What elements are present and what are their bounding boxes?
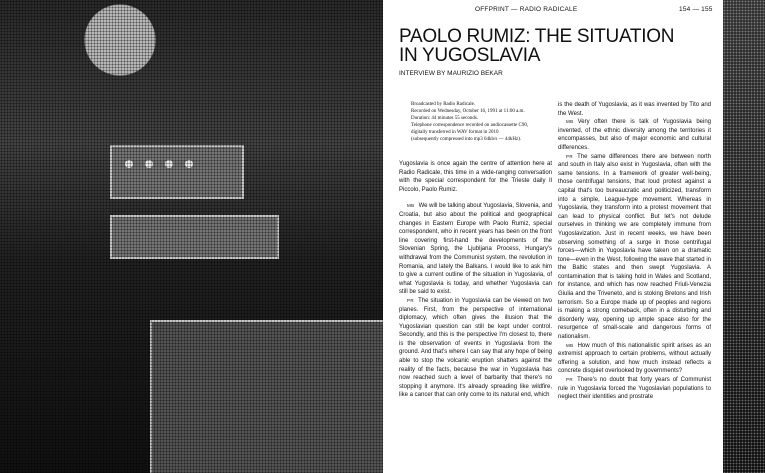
broadcast-metadata: Broadcasted by Radio Radicale. Recorded on Wednesday, October 16, 1991 at 11:00 a.m. Duration: 44 minutes 55 seconds. Telephone correspondence recorded on audiocassette C90, digitally transferred in WAV format in 2010 (subsequently compressed into mp3 64kb/s — 44kHz). <box>411 102 529 142</box>
paragraph: MB How much of this nationalistic spirit arises as an extremist approach to certain problems, without actually offering a solution, and how much instead reflects a concrete disquiet overlooked by governments? <box>558 342 711 375</box>
paragraph: PR There's no doubt that forty years of Communist rule in Yugoslavia forced the Yugoslavian populations to neglect their identities and prostrate <box>558 377 711 401</box>
paragraph: PR The situation in Yugoslavia can be viewed on two planes. First, from the perspective of international diplomacy, which often gives the illusion that the Yugoslavian question can still be kept under control. Secondly, and this is the perspective I'm closest to, there is the observation of events in Yugoslavia from the ground. And that's where I can say that any hope of being able to stop the volcanic eruption shatters against the reality of the facts, because the war in Yugoslavia has now reached such a level of barbarity that there's no stopping it anymore. It's already spreading like wildfire, like a cancer that can only come to its natural end, which <box>399 297 552 399</box>
article-title: PAOLO RUMIZ: THE SITUATION IN YUGOSLAVIA <box>399 26 675 66</box>
running-header: OFFPRINT — RADIO RADICALE <box>475 6 578 13</box>
page-numbers: 154 — 155 <box>679 6 713 13</box>
photo-edge <box>723 0 765 473</box>
article-column-right <box>558 101 711 402</box>
paragraph: MB Very often there is talk of Yugoslavia being invented, of the ethnic diversity among the territories it encompasses, but also of major economic and cultural differences. <box>558 119 711 151</box>
paragraph: PR The same differences there are between north and south in Italy also exist in Yugoslavia, often with the same tensions. In a framework of greater well-being, those centrifugal tensions, that loud protest against a capital that's too bureaucratic and politicized, transform into a simple, League-type movement. Whereas in Yugoslavia, they transform into a protest movement that can lead to physical conflict. But let's not delude ourselves in thinking we are completely immune from Yugoslavization. Just in recent weeks, we have been observing something of a surge in those centrifugal forces—which in Yugoslavia have taken on a dramatic tone—even in the West, following the wave that started in the Baltic states and then swept Yugoslavia. A contamination that is taking hold in Wales and Scotland, for instance, and which has now reached Friuli-Venezia Giulia and the Triveneto, and is stoking Bretons and Irish terrorism. So a Europe made up of peoples and regions is making a strong comeback, often in a disturbing and disorderly way, opening up ample space also for the resurgence of small-scale and dangerous forms of nationalism. <box>558 153 711 341</box>
article-column-left <box>399 160 552 400</box>
intro-paragraph: Yugoslavia is once again the centre of attention here at Radio Radicale, this time in a wide-ranging conversation with the special correspondent for the Trieste daily Il Piccolo, Paolo Rumiz. <box>399 161 552 193</box>
byline: INTERVIEW BY MAURIZIO BEKAR <box>399 70 503 77</box>
paragraph: MB We will be talking about Yugoslavia, Slovenia, and Croatia, but also about the political and geographical changes in Eastern Europe with Paolo Rumiz, special correspondent, who in recent years has been on the front line covering first-hand the developments of the Slovenian Spring, the Ljubljana Process, Hungary's withdrawal from the Communist system, the revolution in Romania, and lately the Balkans. I would like to ask him to give a current outline of the situation in Yugoslavia, of what Yugoslavia is today, and whether Yugoslavia can still be said to exist. <box>399 203 552 296</box>
article-page <box>383 0 723 473</box>
paragraph: is the death of Yugoslavia, as it was invented by Tito and the West. <box>558 102 711 117</box>
